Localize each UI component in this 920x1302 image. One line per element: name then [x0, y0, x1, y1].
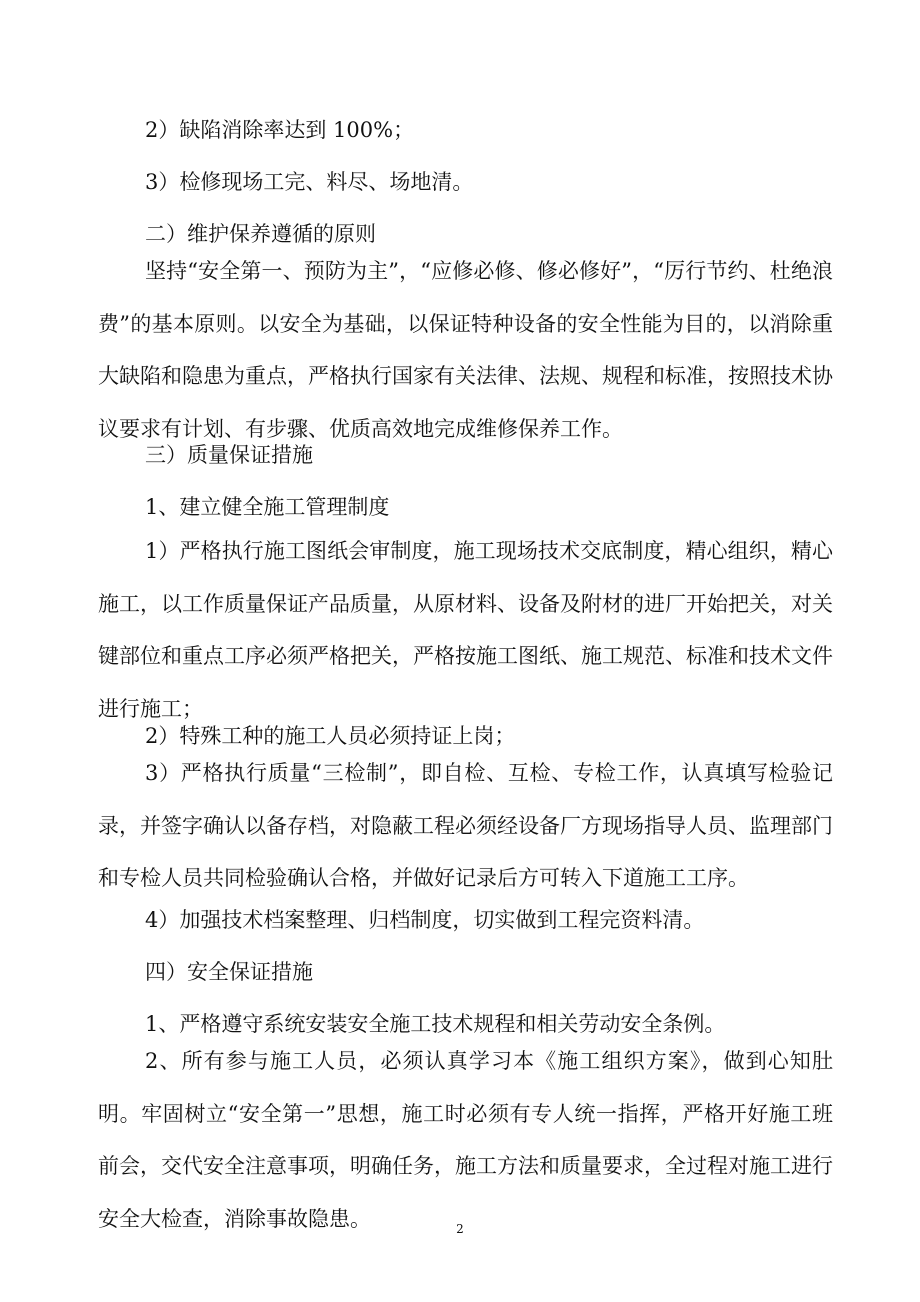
item-safety-regulations: 1、严格遵守系统安装安全施工技术规程和相关劳动安全条例。: [145, 1012, 726, 1036]
heading-safety-measures: 四）安全保证措施: [145, 960, 313, 984]
item-technical-archives: 4）加强技术档案整理、归档制度，切实做到工程完资料清。: [145, 908, 705, 932]
paragraph-three-checks: 3）严格执行质量“三检制”，即自检、互检、专检工作，认真填写检验记录，并签字确认以备存档，对隐蔽工程必须经设备厂方现场指导人员、监理部门和专检人员共同检验确认合格，并做好记录后方可转入下道施工工序。: [98, 761, 833, 890]
paragraph-construction-plan: 2、所有参与施工人员，必须认真学习本《施工组织方案》，做到心知肚明。牢固树立“安全第一”思想，施工时必须有专人统一指挥，严格开好施工班前会，交代安全注意事项，明确任务，施工方法和质量要求，全过程对施工进行安全大检查，消除事故隐患。: [98, 1049, 833, 1231]
item-defect-rate: 2）缺陷消除率达到 100%；: [145, 118, 415, 142]
paragraph-principles: 坚持“安全第一、预防为主”，“应修必修、修必修好”，“厉行节约、杜绝浪费”的基本原则。以安全为基础，以保证特种设备的安全性能为目的，以消除重大缺陷和隐患为重点，严格执行国家有关法律、法规、规程和标准，按照技术协议要求有计划、有步骤、优质高效地完成维修保养工作。: [98, 259, 833, 441]
page-number: 2: [456, 1222, 464, 1236]
heading-quality-measures: 三）质量保证措施: [145, 443, 313, 467]
item-site-clean: 3）检修现场工完、料尽、场地清。: [145, 170, 474, 194]
paragraph-drawing-review: 1）严格执行施工图纸会审制度，施工现场技术交底制度，精心组织，精心施工，以工作质量保证产品质量，从原材料、设备及附材的进厂开始把关，对关键部位和重点工序必须严格把关，严格按施工图纸、施工规范、标准和技术文件进行施工；: [98, 539, 833, 721]
heading-maintenance-principles: 二）维护保养遵循的原则: [145, 222, 376, 246]
heading-management-system: 1、建立健全施工管理制度: [145, 495, 390, 519]
item-certified-workers: 2）特殊工种的施工人员必须持证上岗；: [145, 724, 516, 748]
